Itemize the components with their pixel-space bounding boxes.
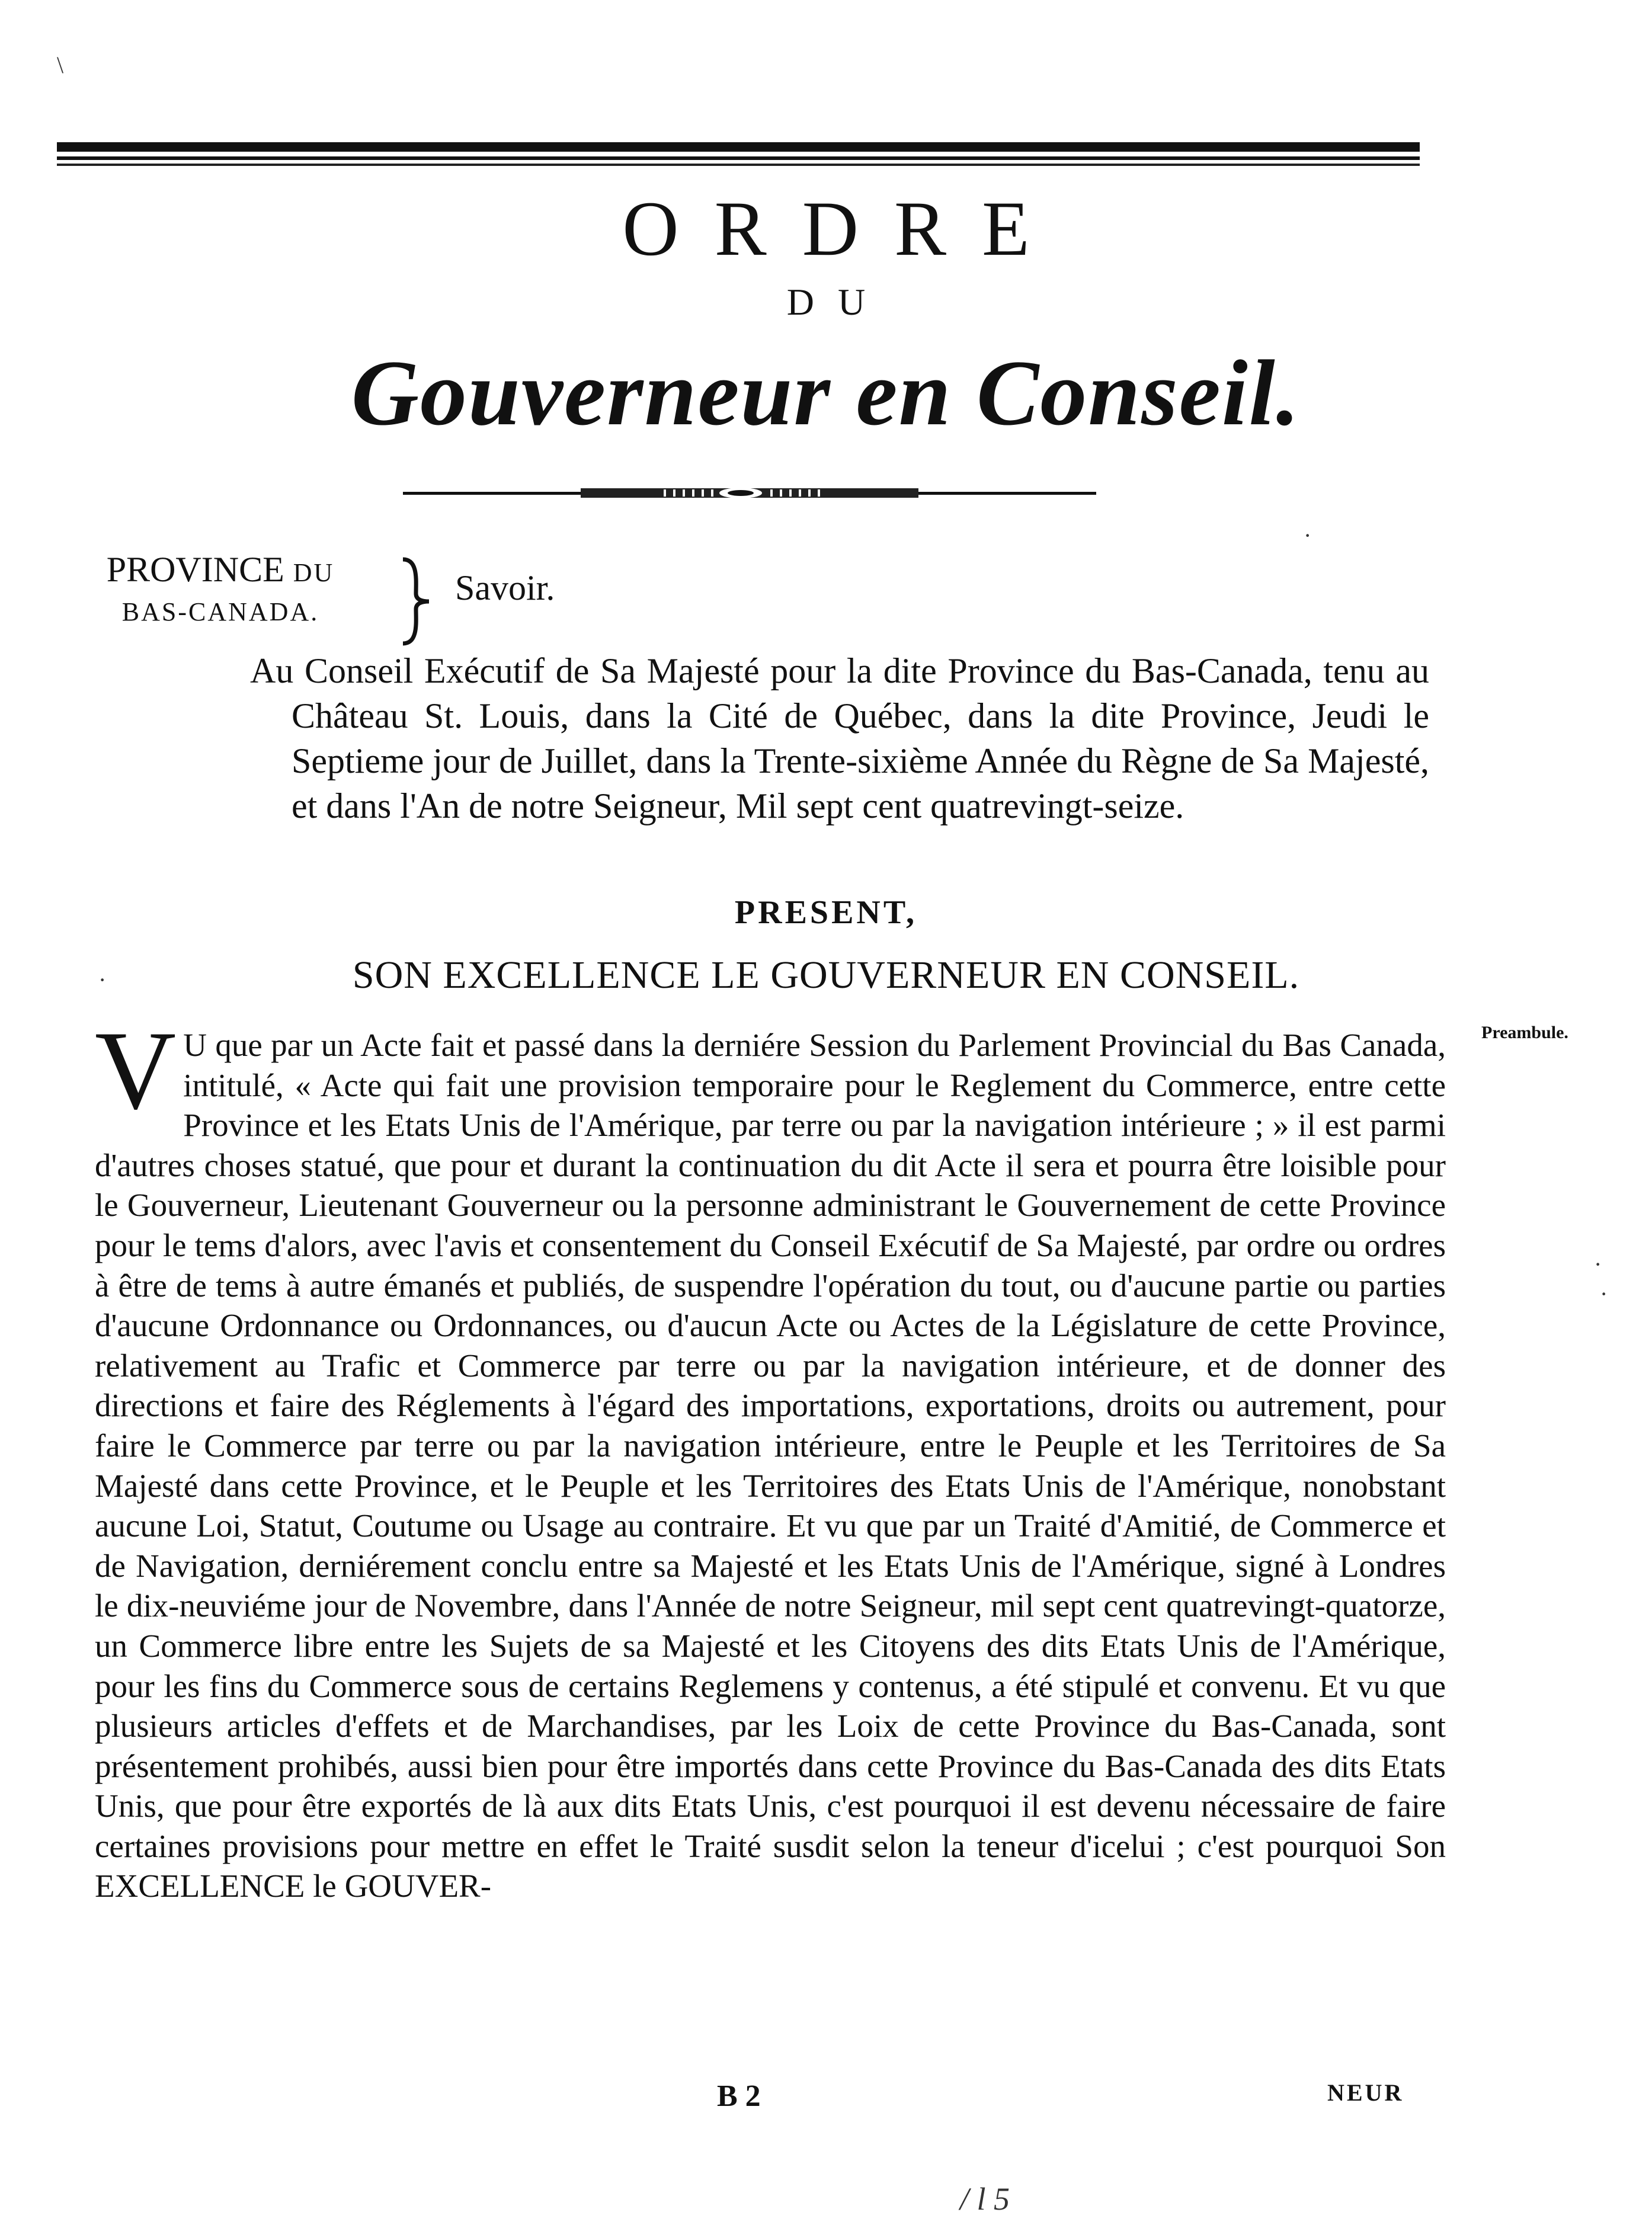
title-du: DU bbox=[786, 281, 889, 323]
province-bas-canada: BAS-CANADA. bbox=[121, 597, 319, 626]
scan-speck: · bbox=[98, 966, 107, 993]
ornamental-rule bbox=[403, 481, 1096, 505]
body-paragraph bbox=[95, 1009, 1446, 1906]
province-du: DU bbox=[293, 558, 335, 587]
handwritten-mark: / l 5 bbox=[960, 2181, 1010, 2217]
scan-speck: · bbox=[1594, 1251, 1602, 1278]
present-heading: PRESENT, bbox=[734, 894, 918, 931]
catchword: NEUR bbox=[1327, 2079, 1404, 2106]
savoir-label: Savoir. bbox=[455, 568, 555, 607]
signature-mark: B 2 bbox=[717, 2079, 761, 2113]
top-double-rule bbox=[57, 140, 1420, 173]
excellence-heading: SON EXCELLENCE LE GOUVERNEUR EN CONSEIL. bbox=[352, 953, 1300, 997]
title-gouverneur-en-conseil: Gouverneur en Conseil. bbox=[351, 341, 1301, 445]
scan-speck: · bbox=[1600, 1281, 1608, 1307]
province-heading bbox=[66, 550, 374, 632]
province-word: PROVINCE bbox=[106, 550, 284, 589]
margin-note-preambule: Preambule. bbox=[1481, 1023, 1568, 1042]
scan-speck: · bbox=[1304, 522, 1312, 549]
body-text: U que par un Acte fait et passé dans la derniére Session du Parlement Provincial du Bas Canada, intitulé, « Acte qui fait une provision temporaire pour le Reglement du Commerce, entre cette Province et les Etats Unis de l'Amérique, par terre ou par la navigation intérieure ; » il est parmi d'autres choses statué, que pour et durant la continuation du dit Acte il sera et pourra être loisible pour le Gouverneur, Lieutenant Gouverneur ou la personne administrant le Gouvernement de cette Province pour le tems d'alors, avec l'avis et consentement du Conseil Exécutif de Sa Majesté, par ordre ou ordres à être de tems à autre émanés et publiés, de suspendre l'opération du tout, ou d'aucune partie ou parties d'aucune Ordonnance ou Ordonnances, ou d'aucun Acte ou Actes de la Législature de cette Province, relativement au Trafic et Commerce par terre ou par la navigation intérieure, et de donner des directions et faire des Réglements à l'égard des importations, exportations, droits ou autrement, pour faire le Commerce par terre ou par la navigation intérieure, entre le Peuple et les Territoires de Sa Majesté dans cette Province, et le Peuple et les Territoires des Etats Unis de l'Amérique, nonobstant aucune Loi, Statut, Coutume ou Usage au contraire. Et vu que par un Traité d'Amitié, de Commerce et de Navigation, derniérement conclu entre sa Majesté et les Etats Unis de l'Amérique, signé à Londres le dix-neuviéme jour de Novembre, dans l'Année de notre Seigneur, mil sept cent quatrevingt-quatorze, un Commerce libre entre les Sujets de sa Majesté et les Citoyens des dits Etats Unis de l'Amérique, pour les fins du Commerce sous de certains Reglemens y contenus, a été stipulé et convenu. Et vu que plusieurs articles d'effets et de Marchandises, par les Loix de cette Province du Bas-Canada, sont présentement prohibés, aussi bien pour être importés dans cette Province du Bas-Canada des dits Etats Unis, que pour être exportés de là aux dits Etats Unis, c'est pourquoi il est devenu nécessaire de faire certaines provisions pour mettre en effet le Traité susdit selon la teneur d'icelui ; c'est pourquoi Son EXCELLENCE le GOUVER- bbox=[95, 1027, 1446, 1904]
drop-cap: V bbox=[95, 1009, 177, 1133]
curly-brace bbox=[398, 557, 434, 646]
council-paragraph: Au Conseil Exécutif de Sa Majesté pour la dite Province du Bas-Canada, tenu au Château St. Louis, dans la Cité de Québec, dans la dite Province, Jeudi le Septieme jour de Juillet, dans la Trente-sixième Année du Règne de Sa Majesté, et dans l'An de notre Seigneur, Mil sept cent quatrevingt-seize. bbox=[250, 651, 1429, 825]
title-ordre: ORDRE bbox=[622, 185, 1065, 272]
scan-speck: \ bbox=[57, 52, 64, 78]
